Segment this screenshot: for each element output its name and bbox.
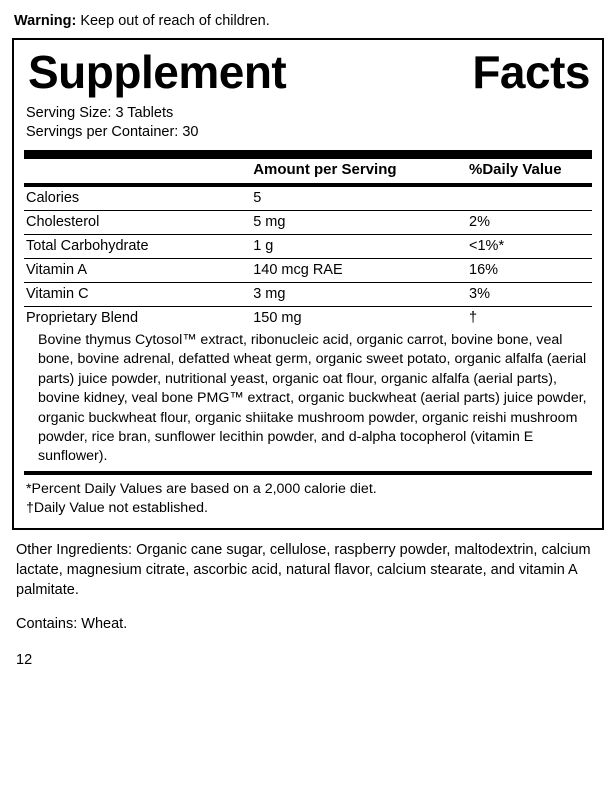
serving-size: Serving Size: 3 Tablets: [26, 105, 174, 121]
row-name: Calories: [24, 187, 251, 211]
blend-amount: 150 mg: [253, 310, 302, 326]
facts-rows-table: [24, 187, 592, 330]
page-number: 12: [16, 651, 33, 668]
row-name: Vitamin A: [24, 259, 251, 283]
facts-table: [24, 159, 592, 183]
warning-label: Warning:: [14, 13, 77, 29]
table-row: [24, 187, 592, 211]
row-daily-value: 3%: [467, 283, 592, 307]
panel-title-supplement: Supplement: [28, 46, 287, 98]
header-daily-value: %Daily Value: [469, 161, 562, 178]
blend-ingredients-text: Bovine thymus Cytosol™ extract, ribonucleic acid, organic carrot, bovine bone, veal bone, bovine adrenal, defatted wheat germ, organic sweet potato, organic alfalfa (aerial parts) juice powder, nutritional yeast, organic oat flour, organic alfalfa (aerial parts), bovine kidney, veal bone PMG™ extract, organic buckwheat (aerial parts) juice powder, organic buckwheat flour, organic shiitake mushroom powder, organic reishi mushroom powder, rice bran, sunflower lecithin powder, and d-alpha tocopherol (vitamin E sunflower).: [38, 332, 587, 465]
row-name: Total Carbohydrate: [24, 235, 251, 259]
panel-title: [24, 46, 592, 98]
warning-text: Keep out of reach of children.: [76, 13, 270, 29]
supplement-facts-panel: [12, 38, 604, 530]
row-amount: 140 mcg RAE: [251, 259, 467, 283]
table-row: [24, 211, 592, 235]
row-amount: 3 mg: [251, 283, 467, 307]
blend-daily-value: †: [469, 310, 478, 326]
footnotes: [24, 475, 592, 520]
serving-info: [24, 98, 592, 144]
panel-title-facts: Facts: [472, 46, 590, 98]
row-daily-value: 16%: [467, 259, 592, 283]
row-daily-value: <1%*: [467, 235, 592, 259]
table-row: [24, 283, 592, 307]
table-row: [24, 235, 592, 259]
thick-rule-top: [24, 150, 592, 159]
facts-table-header-row: [24, 159, 592, 183]
contains-statement: Contains: Wheat.: [16, 615, 128, 632]
row-amount: 5: [251, 187, 467, 211]
row-amount: 1 g: [251, 235, 467, 259]
row-name: Cholesterol: [24, 211, 251, 235]
footnote-dagger: †Daily Value not established.: [26, 499, 208, 516]
header-nutrient: [24, 159, 251, 183]
row-daily-value: 2%: [467, 211, 592, 235]
row-amount: 5 mg: [251, 211, 467, 235]
header-amount-per-serving: Amount per Serving: [253, 161, 397, 178]
warning-line: [14, 12, 604, 30]
blend-name: Proprietary Blend: [26, 310, 139, 326]
footnote-percent-daily-value: *Percent Daily Values are based on a 2,000 calorie diet.: [26, 480, 377, 497]
servings-per-container: Servings per Container: 30: [26, 124, 199, 140]
other-ingredients: Other Ingredients: Organic cane sugar, cellulose, raspberry powder, maltodextrin, calcium lactate, magnesium citrate, ascorbic acid, natural flavor, calcium stearate, and vitamin A palmitate.: [16, 541, 591, 598]
table-row: [24, 259, 592, 283]
row-name: Vitamin C: [24, 283, 251, 307]
row-daily-value: [467, 187, 592, 211]
proprietary-blend-row: [24, 307, 592, 331]
